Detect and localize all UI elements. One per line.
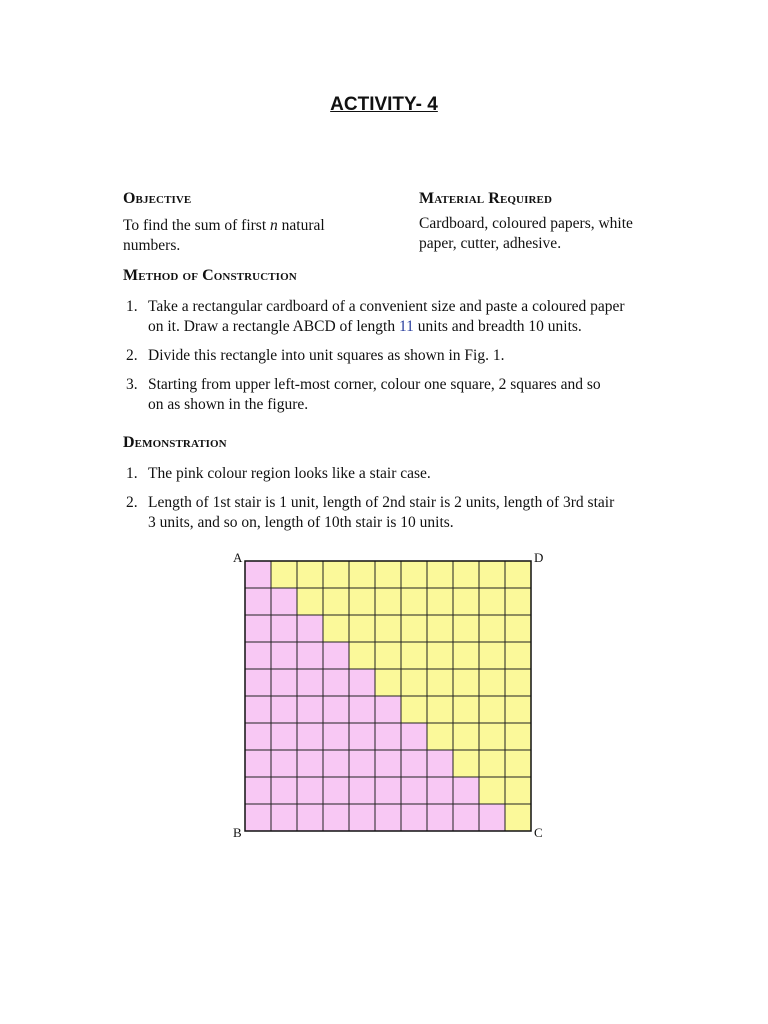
yellow-square	[479, 696, 505, 723]
pink-square	[271, 615, 297, 642]
method-step-1-line1: Take a rectangular cardboard of a convenient size and paste a coloured paper	[148, 298, 625, 315]
pink-square	[375, 723, 401, 750]
yellow-square	[427, 696, 453, 723]
pink-square	[401, 777, 427, 804]
yellow-square	[453, 669, 479, 696]
yellow-square	[349, 588, 375, 615]
yellow-square	[505, 615, 531, 642]
demonstration-items	[126, 464, 654, 533]
yellow-square	[375, 642, 401, 669]
yellow-square	[479, 642, 505, 669]
pink-square	[401, 723, 427, 750]
yellow-square	[401, 615, 427, 642]
yellow-square	[375, 588, 401, 615]
vertex-label-b: B	[233, 825, 242, 840]
yellow-square	[479, 588, 505, 615]
yellow-square	[453, 750, 479, 777]
objective-text-after: natural	[277, 217, 325, 234]
demonstration-item-2-line2: 3 units, and so on, length of 10th stair is 10 units.	[148, 514, 454, 531]
pink-square	[349, 750, 375, 777]
pink-square	[245, 588, 271, 615]
grid-cells	[245, 561, 531, 831]
pink-square	[271, 669, 297, 696]
pink-square	[479, 804, 505, 831]
pink-square	[349, 804, 375, 831]
pink-square	[297, 615, 323, 642]
staircase-grid-figure	[230, 548, 550, 843]
method-step-1-line2a: on it. Draw a rectangle ABCD of length	[148, 318, 399, 335]
pink-square	[297, 804, 323, 831]
method-step-1	[126, 297, 654, 337]
yellow-square	[323, 615, 349, 642]
yellow-square	[453, 642, 479, 669]
pink-square	[297, 696, 323, 723]
pink-square	[453, 777, 479, 804]
pink-square	[323, 723, 349, 750]
pink-square	[271, 723, 297, 750]
yellow-square	[427, 561, 453, 588]
pink-square	[245, 804, 271, 831]
demonstration-item-2-line1: Length of 1st stair is 1 unit, length of 2nd stair is 2 units, length of 3rd stair	[148, 494, 615, 511]
activity-title: ACTIVITY- 4	[330, 94, 438, 115]
pink-square	[271, 588, 297, 615]
yellow-square	[297, 561, 323, 588]
yellow-square	[453, 588, 479, 615]
objective-text	[123, 216, 393, 256]
pink-square	[401, 804, 427, 831]
yellow-square	[479, 669, 505, 696]
demonstration-heading: Demonstration	[123, 434, 227, 451]
pink-square	[245, 615, 271, 642]
yellow-square	[401, 696, 427, 723]
yellow-square	[349, 642, 375, 669]
objective-variable: n	[270, 217, 278, 234]
material-text	[419, 214, 679, 254]
yellow-square	[401, 642, 427, 669]
demonstration-item-number: 2.	[126, 494, 138, 511]
yellow-square	[453, 615, 479, 642]
method-step-3	[126, 375, 654, 415]
yellow-square	[427, 615, 453, 642]
pink-square	[297, 642, 323, 669]
vertex-label-d: D	[534, 550, 544, 565]
yellow-square	[505, 561, 531, 588]
demonstration-item-1-line1: The pink colour region looks like a stair case.	[148, 465, 431, 482]
pink-square	[349, 777, 375, 804]
pink-square	[427, 804, 453, 831]
pink-square	[297, 669, 323, 696]
yellow-square	[505, 696, 531, 723]
method-step-3-line2: on as shown in the figure.	[148, 396, 309, 413]
pink-square	[245, 777, 271, 804]
pink-square	[245, 561, 271, 588]
pink-square	[271, 804, 297, 831]
vertex-label-a: A	[233, 550, 243, 565]
pink-square	[271, 750, 297, 777]
pink-square	[349, 723, 375, 750]
method-step-3-line1: Starting from upper left-most corner, colour one square, 2 squares and so	[148, 376, 601, 393]
method-step-number: 3.	[126, 376, 138, 393]
method-step-2-line1: Divide this rectangle into unit squares as shown in Fig. 1.	[148, 347, 505, 364]
pink-square	[245, 669, 271, 696]
method-step-1-length: 11	[398, 318, 414, 335]
demonstration-item-number: 1.	[126, 465, 138, 482]
yellow-square	[427, 669, 453, 696]
demonstration-item-1	[126, 464, 654, 484]
demonstration-item-2	[126, 493, 654, 533]
yellow-square	[349, 615, 375, 642]
material-heading: Material Required	[419, 190, 553, 207]
yellow-square	[323, 561, 349, 588]
pink-square	[297, 777, 323, 804]
pink-square	[375, 696, 401, 723]
yellow-square	[505, 750, 531, 777]
method-step-number: 1.	[126, 298, 138, 315]
yellow-square	[375, 561, 401, 588]
pink-square	[271, 777, 297, 804]
yellow-square	[323, 588, 349, 615]
pink-square	[375, 750, 401, 777]
pink-square	[349, 669, 375, 696]
pink-square	[323, 804, 349, 831]
material-line2: paper, cutter, adhesive.	[419, 235, 562, 252]
yellow-square	[479, 723, 505, 750]
yellow-square	[401, 588, 427, 615]
pink-square	[375, 777, 401, 804]
pink-square	[245, 750, 271, 777]
method-step-2	[126, 346, 654, 366]
yellow-square	[349, 561, 375, 588]
yellow-square	[375, 669, 401, 696]
yellow-square	[401, 669, 427, 696]
pink-square	[271, 642, 297, 669]
pink-square	[375, 804, 401, 831]
yellow-square	[401, 561, 427, 588]
method-steps	[126, 297, 654, 415]
pink-square	[297, 750, 323, 777]
method-step-number: 2.	[126, 347, 138, 364]
pink-square	[427, 750, 453, 777]
pink-square	[349, 696, 375, 723]
yellow-square	[505, 723, 531, 750]
objective-text-before: To find the sum of first	[123, 217, 271, 234]
yellow-square	[271, 561, 297, 588]
yellow-square	[505, 777, 531, 804]
yellow-square	[505, 669, 531, 696]
method-heading: Method of Construction	[123, 267, 297, 284]
yellow-square	[479, 777, 505, 804]
pink-square	[245, 723, 271, 750]
yellow-square	[427, 588, 453, 615]
pink-square	[297, 723, 323, 750]
pink-square	[453, 804, 479, 831]
material-line1: Cardboard, coloured papers, white	[419, 215, 633, 232]
yellow-square	[505, 588, 531, 615]
yellow-square	[427, 723, 453, 750]
yellow-square	[479, 561, 505, 588]
pink-square	[323, 696, 349, 723]
method-step-1-line2b: units and breadth 10 units.	[413, 318, 582, 335]
pink-square	[427, 777, 453, 804]
yellow-square	[479, 750, 505, 777]
pink-square	[323, 642, 349, 669]
pink-square	[245, 696, 271, 723]
pink-square	[271, 696, 297, 723]
yellow-square	[453, 561, 479, 588]
yellow-square	[453, 696, 479, 723]
yellow-square	[479, 615, 505, 642]
yellow-square	[427, 642, 453, 669]
yellow-square	[505, 804, 531, 831]
vertex-label-c: C	[534, 825, 543, 840]
pink-square	[323, 750, 349, 777]
objective-text-line2: numbers.	[123, 237, 181, 254]
yellow-square	[505, 642, 531, 669]
yellow-square	[297, 588, 323, 615]
yellow-square	[375, 615, 401, 642]
pink-square	[323, 777, 349, 804]
pink-square	[245, 642, 271, 669]
pink-square	[323, 669, 349, 696]
yellow-square	[453, 723, 479, 750]
objective-heading: Objective	[123, 190, 192, 207]
pink-square	[401, 750, 427, 777]
